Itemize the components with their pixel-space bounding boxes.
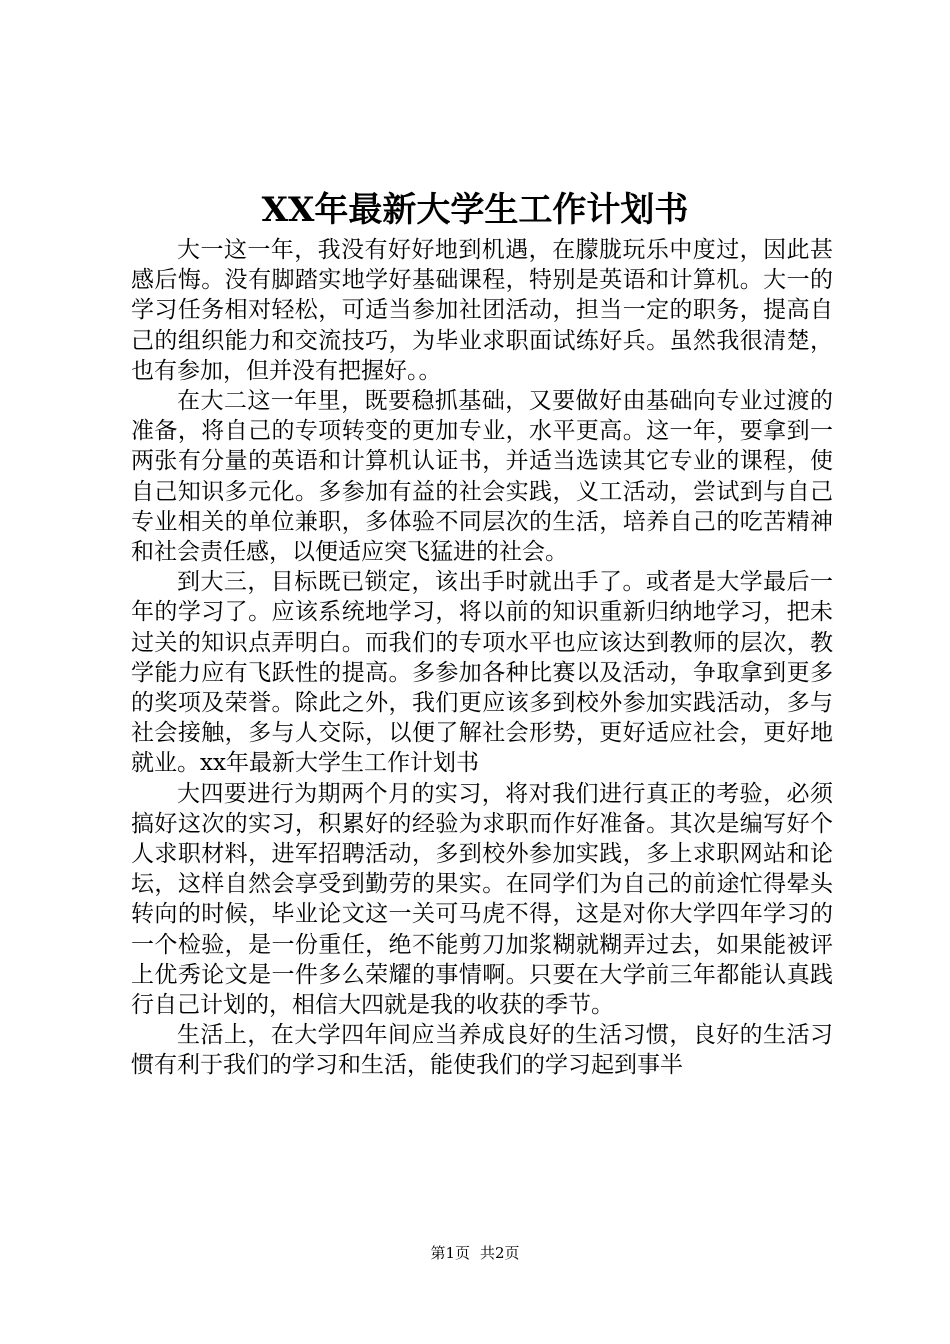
paragraph-4: 大四要进行为期两个月的实习，将对我们进行真正的考验，必须搞好这次的实习，积累好的经验为求职而作好准备。其次是编写好个人求职材料，进军招聘活动，多到校外参加实践，多上求职网站和论坛，这样自然会享受到勤劳的果实。在同学们为自己的前途忙得晕头转向的时候，毕业论文这一关可马虎不得，这是对你大学四年学习的一个检验，是一份重任，绝不能剪刀加浆糊就糊弄过去，如果能被评上优秀论文是一件多么荣耀的事情啊。只要在大学前三年都能认真践行自己计划的，相信大四就是我的收获的季节。: [131, 780, 833, 1019]
paragraph-2: 在大二这一年里，既要稳抓基础，又要做好由基础向专业过渡的准备，将自己的专项转变的更加专业，水平更高。这一年，要拿到一两张有分量的英语和计算机认证书，并适当选读其它专业的课程，使自己知识多元化。多参加有益的社会实践，义工活动，尝试到与自己专业相关的单位兼职，多体验不同层次的生活，培养自己的吃苦精神和社会责任感，以便适应突飞猛进的社会。: [131, 388, 833, 566]
page-total: 共2页: [480, 1244, 520, 1262]
document-body: [131, 235, 833, 1081]
page-number: 第1页: [430, 1244, 470, 1262]
paragraph-1: 大一这一年，我没有好好地到机遇，在朦胧玩乐中度过，因此甚感后悔。没有脚踏实地学好基础课程，特别是英语和计算机。大一的学习任务相对轻松，可适当参加社团活动，担当一定的职务，提高自己的组织能力和交流技巧，为毕业求职面试练好兵。虽然我很清楚，也有参加，但并没有把握好。。: [131, 237, 833, 384]
paragraph-3: 到大三，目标既已锁定，该出手时就出手了。或者是大学最后一年的学习了。应该系统地学习，将以前的知识重新归纳地学习，把未过关的知识点弄明白。而我们的专项水平也应该达到教师的层次，教学能力应有飞跃性的提高。多参加各种比赛以及活动，争取拿到更多的奖项及荣誉。除此之外，我们更应该多到校外参加实践活动，多与社会接触，多与人交际，以便了解社会形势，更好适应社会，更好地就业。xx年最新大学生工作计划书: [131, 569, 833, 777]
page-footer: [0, 1243, 950, 1263]
paragraph-5: 生活上，在大学四年间应当养成良好的生活习惯，良好的生活习惯有利于我们的学习和生活，能使我们的学习起到事半: [131, 1022, 833, 1079]
document-title: XX年最新大学生工作计划书: [261, 190, 689, 230]
